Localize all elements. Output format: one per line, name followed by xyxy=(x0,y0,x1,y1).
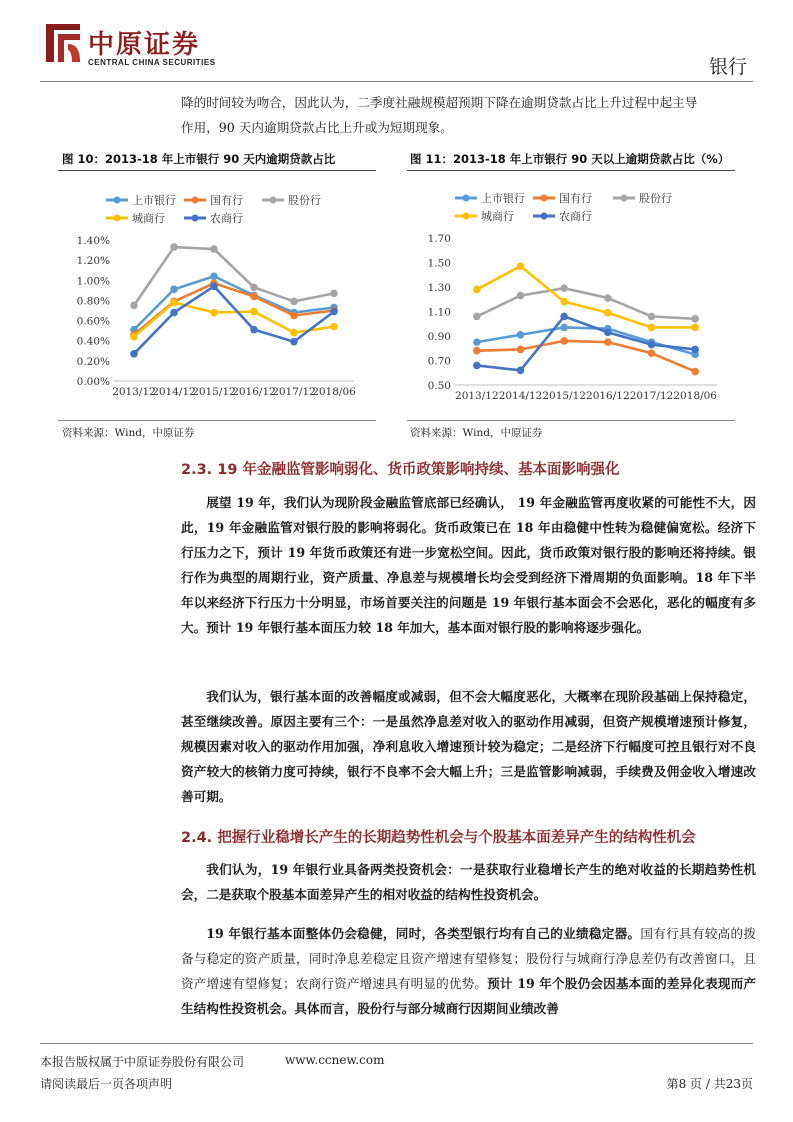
legend-marker-1-4 xyxy=(541,213,548,220)
y-tick-label-0-3: 0.80% xyxy=(76,295,110,308)
figure-10-title: 图 10：2013-18 年上市银行 90 天内逾期贷款占比 xyxy=(62,152,336,166)
x-tick-label-0-1: 2014/12 xyxy=(152,386,196,398)
data-point-1-3-1 xyxy=(517,262,525,270)
data-point-1-4-4 xyxy=(648,341,656,349)
legend-label-0-4: 农商行 xyxy=(210,212,243,225)
legend-marker-0-2 xyxy=(270,197,277,204)
data-point-0-4-3 xyxy=(250,326,258,334)
data-point-1-2-1 xyxy=(517,292,525,300)
legend-marker-1-3 xyxy=(463,213,470,220)
figure-11-rule xyxy=(407,170,735,171)
data-point-0-1-4 xyxy=(290,312,298,320)
data-point-0-2-3 xyxy=(250,284,258,292)
header-divider xyxy=(40,81,753,82)
x-tick-label-0-2: 2015/12 xyxy=(192,386,236,398)
data-point-0-2-4 xyxy=(290,298,298,306)
y-tick-label-1-4: 0.90 xyxy=(427,331,451,343)
footer-page-number: 第8 页 / 共23页 xyxy=(666,1077,753,1091)
y-tick-label-0-0: 1.40% xyxy=(76,235,110,247)
x-tick-label-1-0: 2013/12 xyxy=(455,390,499,402)
data-point-1-2-2 xyxy=(560,284,568,292)
section-2-3-paragraph-2: 我们认为，银行基本面的改善幅度或减弱，但不会大幅度恶化，大概率在现阶段基础上保持稳定，甚至继续改善。原因主要有三个：一是虽然净息差对收入的驱动作用减弱，但资产规模增速预计修复，规模因素对收入的驱动作用加强，净利息收入增速预计较为稳定；二是经济下行幅度可控且银行对不良资产较大的核销力度可持续，银行不良率不会大幅上升；三是监管影响减弱，手续费及佣金收入增速改善可期。 xyxy=(181,689,756,804)
legend-marker-1-0 xyxy=(463,195,470,202)
figure-11-source: 资料来源：Wind，中原证券 xyxy=(410,427,543,439)
data-point-1-2-0 xyxy=(473,313,481,321)
y-tick-label-1-1: 1.50 xyxy=(427,257,451,270)
company-logo-mark xyxy=(42,20,84,66)
series-line-1-2 xyxy=(477,288,695,319)
section-2-3-paragraph-1: 展望 19 年，我们认为现阶段金融监管底部已经确认， 19 年金融监管再度收紧的可能性不大，因此，19 年金融监管对银行股的影响将弱化。货币政策已在 18 年由稳健中性转为稳健偏宽松。经济下行压力之下，预计 19 年货币政策还有进一步宽松空间。因此，货币政策对银行股的影响还将持续。银行作为典型的周期行业，资产质量、净息差与规模增长均会受到经济下滑周期的负面影响。18 年下半年以来经济下行压力十分明显，市场首要关注的问题是 19 年银行基本面会不会恶化，恶化的幅度有多大。预计 19 年银行基本面压力较 18 年加大，基本面对银行股的影响将逐步强化。 xyxy=(181,495,756,635)
figure-11-title: 图 11：2013-18 年上市银行 90 天以上逾期贷款占比（%） xyxy=(410,152,730,166)
y-tick-label-1-6: 0.50 xyxy=(427,380,451,392)
legend-marker-0-4 xyxy=(192,215,199,222)
footer-divider xyxy=(40,1043,753,1044)
series-line-1-4 xyxy=(477,316,695,370)
footer-copyright: 本报告版权属于中原证券股份有限公司 xyxy=(40,1055,245,1069)
legend-label-0-0: 上市银行 xyxy=(132,194,176,207)
x-tick-label-0-3: 2016/12 xyxy=(232,386,276,398)
x-tick-label-1-2: 2015/12 xyxy=(542,390,586,402)
data-point-1-2-5 xyxy=(691,315,699,323)
data-point-1-1-5 xyxy=(691,368,699,376)
legend-marker-0-3 xyxy=(114,215,121,222)
data-point-0-0-2 xyxy=(210,272,218,280)
figure-10-bottom-rule xyxy=(58,420,376,421)
data-point-0-4-5 xyxy=(330,308,338,316)
legend-marker-0-1 xyxy=(192,197,199,204)
data-point-1-1-2 xyxy=(560,337,568,345)
data-point-1-1-1 xyxy=(517,346,525,354)
y-tick-label-0-4: 0.60% xyxy=(76,315,110,328)
y-tick-label-0-2: 1.00% xyxy=(76,275,110,288)
legend-label-1-3: 城商行 xyxy=(481,210,514,223)
p2-bold-lead: 19 年银行基本面整体仍会稳健，同时，各类型银行均有自己的业绩稳定器。 xyxy=(206,926,641,941)
data-point-0-1-3 xyxy=(250,293,258,301)
section-2-4-paragraph-2 xyxy=(181,921,756,1021)
y-tick-label-0-7: 0.00% xyxy=(76,376,110,388)
legend-label-1-0: 上市银行 xyxy=(481,192,525,205)
legend-label-0-1: 国有行 xyxy=(210,194,243,207)
legend-label-1-4: 农商行 xyxy=(559,210,592,223)
legend-marker-1-2 xyxy=(621,195,628,202)
data-point-1-2-4 xyxy=(648,313,656,321)
company-name-cn: 中原证券 xyxy=(88,30,201,60)
p2-bold-tail: 预计 19 年个股仍会因基本面的差异化表现而产生结构性投资机会。具体而言，股份行与部分城商行因期间业绩改善 xyxy=(181,976,757,1016)
data-point-1-3-3 xyxy=(604,309,612,317)
legend-label-0-3: 城商行 xyxy=(132,212,165,225)
x-tick-label-0-4: 2017/12 xyxy=(272,386,316,398)
y-tick-label-1-3: 1.10 xyxy=(427,306,451,319)
figure-11-bottom-rule xyxy=(407,420,735,421)
data-point-1-4-2 xyxy=(560,313,568,321)
data-point-0-2-5 xyxy=(330,290,338,298)
legend-marker-0-0 xyxy=(114,197,121,204)
data-point-0-3-4 xyxy=(290,329,298,337)
sector-label: 银行 xyxy=(708,56,747,78)
data-point-0-3-0 xyxy=(130,333,138,341)
data-point-0-2-1 xyxy=(170,243,178,251)
x-tick-label-0-5: 2018/06 xyxy=(312,386,356,398)
data-point-0-0-1 xyxy=(170,286,178,294)
data-point-1-1-4 xyxy=(648,349,656,357)
data-point-0-2-2 xyxy=(210,245,218,253)
data-point-0-4-0 xyxy=(130,350,138,358)
data-point-0-2-0 xyxy=(130,302,138,310)
y-tick-label-0-6: 0.20% xyxy=(76,355,110,368)
chart-figure-11 xyxy=(407,176,735,410)
section-2-4-title: 2.4. 把握行业稳增长产生的长期趋势性机会与个股基本面差异产生的结构性机会 xyxy=(181,830,696,846)
legend-label-1-2: 股份行 xyxy=(639,192,672,205)
x-tick-label-1-4: 2017/12 xyxy=(629,390,674,402)
y-tick-label-1-5: 0.70 xyxy=(427,355,451,368)
section-2-3-title: 2.3. 19 年金融监管影响弱化、货币政策影响持续、基本面影响强化 xyxy=(181,462,620,478)
data-point-0-4-1 xyxy=(170,309,178,317)
legend-label-1-1: 国有行 xyxy=(559,192,592,205)
data-point-1-0-0 xyxy=(473,338,481,346)
data-point-1-4-0 xyxy=(473,362,481,370)
data-point-0-4-2 xyxy=(210,283,218,291)
x-tick-label-1-5: 2018/06 xyxy=(673,390,717,402)
x-tick-label-0-0: 2013/12 xyxy=(112,386,156,398)
data-point-1-3-4 xyxy=(648,324,656,332)
legend-label-0-2: 股份行 xyxy=(288,194,321,207)
company-name-en: CENTRAL CHINA SECURITIES xyxy=(88,58,216,67)
section-2-4-paragraph-1: 我们认为，19 年银行业具备两类投资机会：一是获取行业稳增长产生的绝对收益的长期趋势性机会，二是获取个股基本面差异产生的相对收益的结构性投资机会。 xyxy=(181,862,756,902)
legend-marker-1-1 xyxy=(541,195,548,202)
x-tick-label-1-1: 2014/12 xyxy=(498,390,543,402)
intro-line-2: 作用，90 天内逾期贷款占比上升或为短期现象。 xyxy=(181,120,453,135)
data-point-1-0-1 xyxy=(517,331,525,339)
x-tick-label-1-3: 2016/12 xyxy=(586,390,630,402)
data-point-1-3-0 xyxy=(473,286,481,294)
data-point-0-3-5 xyxy=(330,323,338,331)
figure-10-source: 资料来源：Wind，中原证券 xyxy=(62,427,195,439)
data-point-1-4-1 xyxy=(517,367,525,375)
data-point-0-4-4 xyxy=(290,338,298,346)
chart-figure-10 xyxy=(58,176,376,410)
data-point-1-1-3 xyxy=(604,338,612,346)
data-point-1-4-5 xyxy=(691,346,699,354)
data-point-0-3-1 xyxy=(170,299,178,307)
data-point-1-2-3 xyxy=(604,294,612,302)
y-tick-label-0-1: 1.20% xyxy=(76,255,110,268)
data-point-0-3-3 xyxy=(250,308,258,316)
series-line-0-2 xyxy=(134,247,334,305)
footer-disclaimer: 请阅读最后一页各项声明 xyxy=(40,1077,173,1091)
intro-line-1: 降的时间较为吻合，因此认为，二季度社融规模超预期下降在逾期贷款占比上升过程中起主导 xyxy=(181,95,698,110)
data-point-1-4-3 xyxy=(604,329,612,337)
y-tick-label-1-0: 1.70 xyxy=(427,233,451,245)
figure-10-rule xyxy=(58,170,376,171)
y-tick-label-1-2: 1.30 xyxy=(427,282,451,294)
data-point-0-3-2 xyxy=(210,309,218,317)
data-point-1-3-2 xyxy=(560,298,568,306)
y-tick-label-0-5: 0.40% xyxy=(76,335,110,348)
footer-website[interactable]: www.ccnew.com xyxy=(285,1053,385,1067)
data-point-1-3-5 xyxy=(691,324,699,332)
data-point-1-1-0 xyxy=(473,347,481,355)
series-line-0-4 xyxy=(134,286,334,353)
p2-normal-text: 国有行具有较高的拨备与稳定的资产质量，同时净息差稳定且资产增速有望修复；股份行与城商行净息差仍有改善窗口，且资产增速有望修复；农商行资产增速具有明显的优势。 xyxy=(181,926,757,991)
data-point-1-0-2 xyxy=(560,324,568,332)
